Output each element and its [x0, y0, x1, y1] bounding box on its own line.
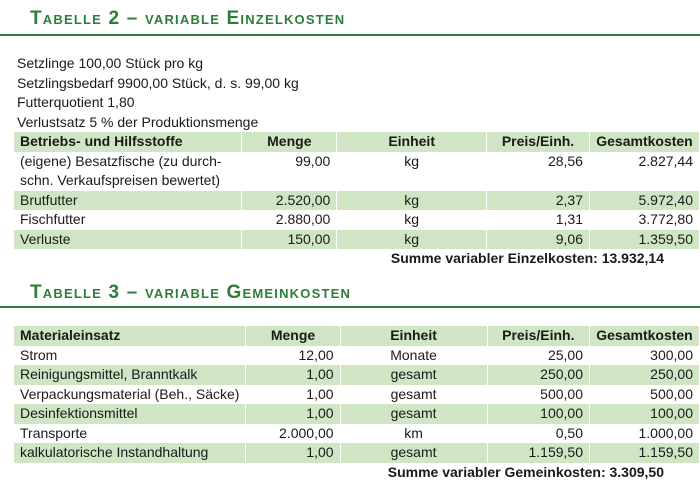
- cell-gesamt: 100,00: [590, 404, 700, 424]
- header-cell: Preis/Einh.: [487, 132, 590, 152]
- cell-gesamt: 500,00: [590, 385, 700, 405]
- header-cell: Gesamtkosten: [590, 326, 700, 346]
- table-row: [14, 230, 700, 250]
- cell-gesamt: 2.827,44: [589, 152, 699, 191]
- cell-preis: 28,56: [487, 152, 590, 191]
- table-row: [14, 152, 700, 191]
- header-cell: Betriebs- und Hilfsstoffe: [14, 132, 242, 152]
- cell-item: Fischfutter: [14, 210, 242, 230]
- note-2: Setzlingsbedarf 9900,00 Stück, d. s. 99,00 kg: [17, 74, 299, 91]
- cell-menge: 99,00: [242, 152, 337, 191]
- cell-preis: 0,50: [487, 424, 589, 444]
- header-cell: Menge: [242, 132, 337, 152]
- note-1: Setzlinge 100,00 Stück pro kg: [17, 55, 204, 71]
- header-cell: Gesamtkosten: [589, 132, 699, 152]
- table-row: [14, 210, 700, 230]
- cell-einheit: gesamt: [340, 385, 487, 405]
- cell-preis: 1.159,50: [487, 443, 589, 463]
- table2-notes: [17, 54, 299, 132]
- cell-gesamt: 1.159,50: [590, 443, 700, 463]
- cell-item: Strom: [14, 346, 246, 366]
- cell-gesamt: 1.359,50: [589, 230, 699, 250]
- table-row: [14, 385, 700, 405]
- cell-einheit: kg: [337, 152, 487, 191]
- cell-gesamt: 250,00: [590, 365, 700, 385]
- cell-einheit: kg: [337, 210, 487, 230]
- cell-item: Reinigungsmittel, Branntkalk: [14, 365, 246, 385]
- cell-item: (eigene) Besatzfische (zu durch-schn. Verkaufspreisen bewertet): [14, 152, 242, 191]
- cell-einheit: gesamt: [340, 365, 487, 385]
- note-3: Futterquotient 1,80: [17, 94, 135, 110]
- cell-preis: 9,06: [487, 230, 590, 250]
- table3: [14, 326, 700, 463]
- cell-gesamt: 300,00: [590, 346, 700, 366]
- cell-preis: 250,00: [487, 365, 589, 385]
- cell-gesamt: 5.972,40: [589, 191, 699, 211]
- table2-header-row: [14, 132, 700, 152]
- cell-preis: 2,37: [487, 191, 590, 211]
- cell-menge: 1,00: [246, 385, 340, 405]
- cell-item: Transporte: [14, 424, 246, 444]
- table3-header-row: [14, 326, 700, 346]
- table3-rule: [0, 306, 700, 308]
- table2-title: Tabelle 2 – variable Einzelkosten: [30, 8, 346, 29]
- header-cell: Einheit: [337, 132, 487, 152]
- table-row: [14, 191, 700, 211]
- cell-einheit: km: [340, 424, 487, 444]
- cell-menge: 150,00: [242, 230, 337, 250]
- cell-einheit: gesamt: [340, 404, 487, 424]
- cell-einheit: gesamt: [340, 443, 487, 463]
- cell-einheit: kg: [337, 191, 487, 211]
- cell-menge: 1,00: [246, 365, 340, 385]
- cell-preis: 1,31: [487, 210, 590, 230]
- cell-menge: 2.880,00: [242, 210, 337, 230]
- cell-menge: 12,00: [246, 346, 340, 366]
- cell-einheit: kg: [337, 230, 487, 250]
- cell-preis: 500,00: [487, 385, 589, 405]
- table3-sum: Summe variabler Gemeinkosten: 3.309,50: [387, 464, 664, 480]
- header-cell: Materialeinsatz: [14, 326, 246, 346]
- header-cell: Einheit: [340, 326, 487, 346]
- header-cell: Menge: [246, 326, 340, 346]
- note-4: Verlustsatz 5 % der Produktionsmenge: [17, 113, 259, 130]
- table2: [14, 132, 700, 249]
- cell-gesamt: 3.772,80: [589, 210, 699, 230]
- table-row: [14, 443, 700, 463]
- cell-item: Verpackungsmaterial (Beh., Säcke): [14, 385, 246, 405]
- cell-item: kalkulatorische Instandhaltung: [14, 443, 246, 463]
- cell-item: Brutfutter: [14, 191, 242, 211]
- cell-menge: 2.000,00: [246, 424, 340, 444]
- cell-item: Desinfektionsmittel: [14, 404, 246, 424]
- table2-rule: [0, 34, 700, 36]
- table-row: [14, 424, 700, 444]
- cell-menge: 2.520,00: [242, 191, 337, 211]
- table-row: [14, 365, 700, 385]
- table-row: [14, 346, 700, 366]
- cell-item: Verluste: [14, 230, 242, 250]
- table3-title: Tabelle 3 – variable Gemeinkosten: [30, 282, 352, 303]
- cell-einheit: Monate: [340, 346, 487, 366]
- cell-preis: 100,00: [487, 404, 589, 424]
- cell-preis: 25,00: [487, 346, 589, 366]
- cell-menge: 1,00: [246, 443, 340, 463]
- cell-gesamt: 1.000,00: [590, 424, 700, 444]
- cell-menge: 1,00: [246, 404, 340, 424]
- table2-sum: Summe variabler Einzelkosten: 13.932,14: [390, 250, 664, 266]
- table-row: [14, 404, 700, 424]
- header-cell: Preis/Einh.: [487, 326, 589, 346]
